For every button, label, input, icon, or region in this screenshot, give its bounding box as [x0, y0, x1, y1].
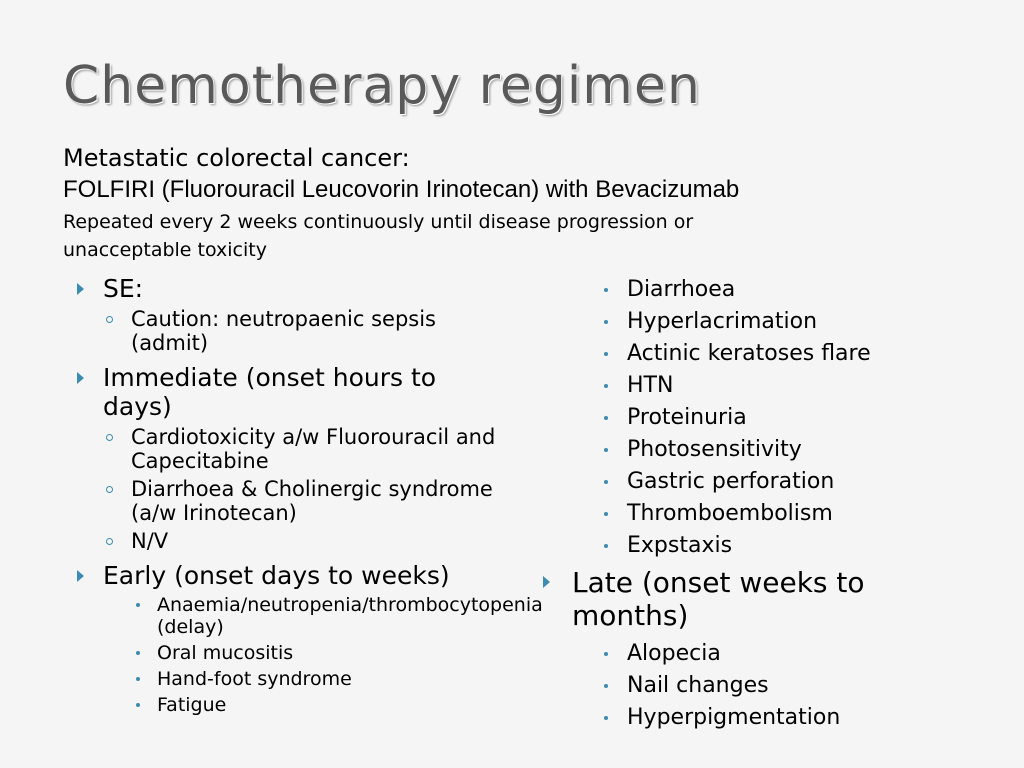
list-item: Photosensitivity: [541, 434, 1001, 466]
right-column: [541, 274, 1001, 734]
ring-bullet-icon: [106, 434, 113, 441]
arrow-bullet-icon: [77, 570, 84, 582]
dot-bullet-icon: [604, 448, 608, 452]
regimen-name: FOLFIRI (Fluorouracil Leucovorin Irinotecan) with Bevacizumab: [63, 176, 740, 203]
list-item: Hyperlacrimation: [541, 306, 1001, 338]
list-item: Nail changes: [541, 670, 1001, 702]
list-item: Hyperpigmentation: [541, 702, 1001, 734]
section-label: SE:: [103, 274, 144, 303]
list-item: Actinic keratoses flare: [541, 338, 1001, 370]
dot-bullet-icon: [136, 651, 140, 655]
dot-bullet-icon: [604, 320, 608, 324]
dot-bullet-icon: [604, 288, 608, 292]
section-label: Early (onset days to weeks): [103, 561, 450, 590]
list-item: Fatigue: [75, 694, 505, 716]
list-item: Proteinuria: [541, 402, 1001, 434]
se-list: [75, 307, 505, 355]
early-list: [75, 594, 543, 716]
dot-bullet-icon: [604, 716, 608, 720]
slide-title: Chemotherapy regimen: [63, 56, 701, 116]
list-item: Hand-foot syndrome: [75, 668, 505, 690]
early-continued-list: [541, 274, 1001, 562]
section-label: Late (onset weeks to months): [572, 566, 865, 632]
ring-bullet-icon: [106, 538, 113, 545]
dot-bullet-icon: [604, 684, 608, 688]
dot-bullet-icon: [136, 703, 140, 707]
section-early: [75, 561, 505, 590]
arrow-bullet-icon: [543, 576, 550, 588]
intro-heading: Metastatic colorectal cancer:: [63, 144, 410, 172]
left-column: [75, 274, 543, 720]
list-item: Cardiotoxicity a/w Fluorouracil and Capecitabine: [75, 425, 505, 473]
late-list: [541, 638, 1001, 734]
list-item: N/V: [75, 529, 505, 553]
ring-bullet-icon: [106, 316, 113, 323]
arrow-bullet-icon: [77, 283, 84, 295]
list-item: Alopecia: [541, 638, 1001, 670]
section-se: [75, 274, 505, 303]
arrow-bullet-icon: [77, 372, 84, 384]
list-item: Expstaxis: [541, 530, 1001, 562]
list-item: Caution: neutropaenic sepsis (admit): [75, 307, 505, 355]
list-item: HTN: [541, 370, 1001, 402]
intro-block: [63, 142, 963, 264]
dot-bullet-icon: [604, 512, 608, 516]
section-label: Immediate (onset hours to days): [103, 363, 437, 421]
list-item: Thromboembolism: [541, 498, 1001, 530]
dot-bullet-icon: [604, 480, 608, 484]
immediate-list: [75, 425, 505, 553]
dot-bullet-icon: [604, 384, 608, 388]
list-item: Oral mucositis: [75, 642, 505, 664]
regimen-schedule: Repeated every 2 weeks continuously until disease progression or unacceptable toxicity: [63, 211, 694, 261]
section-immediate: [75, 363, 505, 421]
list-item: Anaemia/neutropenia/thrombocytopenia (delay): [75, 594, 505, 638]
dot-bullet-icon: [136, 677, 140, 681]
dot-bullet-icon: [604, 416, 608, 420]
dot-bullet-icon: [604, 544, 608, 548]
dot-bullet-icon: [604, 652, 608, 656]
list-item: Diarrhoea & Cholinergic syndrome (a/w Irinotecan): [75, 477, 505, 525]
dot-bullet-icon: [604, 352, 608, 356]
dot-bullet-icon: [136, 603, 140, 607]
section-late: [541, 566, 922, 632]
list-item: Gastric perforation: [541, 466, 1001, 498]
ring-bullet-icon: [106, 486, 113, 493]
list-item: Diarrhoea: [541, 274, 1001, 306]
